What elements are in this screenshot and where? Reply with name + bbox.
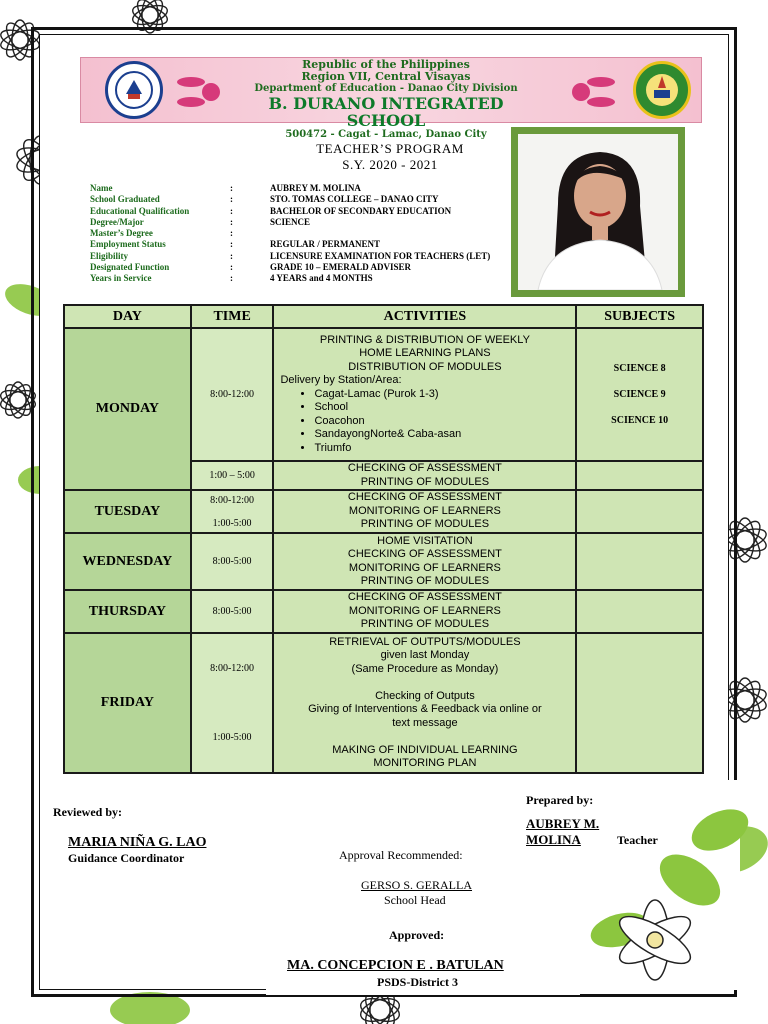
- banner-department: Department of Education - Danao City Division: [254, 83, 518, 94]
- activities-thursday: [273, 590, 576, 633]
- info-value: REGULAR / PERMANENT: [270, 239, 381, 250]
- activity-line: (Same Procedure as Monday): [351, 662, 499, 675]
- reviewer-title: Guidance Coordinator: [68, 851, 185, 865]
- banner-region: Region VII, Central Visayas: [301, 70, 471, 83]
- banner-school-name: B. DURANO INTEGRATED SCHOOL: [268, 94, 504, 130]
- info-colon: :: [230, 239, 233, 250]
- time-monday-am: 8:00-12:00: [191, 328, 274, 461]
- info-colon: :: [230, 183, 233, 193]
- approval-recommended-label: Approval Recommended:: [339, 848, 463, 862]
- info-value: GRADE 10 – EMERALD ADVISER: [270, 262, 412, 273]
- header-subjects: SUBJECTS: [576, 305, 703, 328]
- info-label: Years in Service: [90, 273, 152, 284]
- activity-line: text message: [392, 716, 458, 729]
- activities-friday: [273, 633, 576, 773]
- list-item: • SandayongNorte& Caba-asan: [314, 428, 575, 442]
- time-monday-pm: 1:00 – 5:00: [191, 461, 274, 490]
- teacher-photo-frame: [511, 127, 685, 297]
- info-row: [90, 183, 520, 194]
- table-row-wednesday: [64, 533, 703, 590]
- info-label: Master’s Degree: [90, 228, 153, 239]
- school-year: S.Y. 2020 - 2021: [342, 157, 438, 172]
- activity-line: Checking of Outputs: [375, 689, 475, 702]
- info-value: STO. TOMAS COLLEGE – DANAO CITY: [270, 194, 439, 205]
- delivery-area-list: [274, 388, 575, 456]
- subjects-wednesday: [576, 533, 703, 590]
- activities-tuesday: [273, 490, 576, 533]
- recommender-name: GERSO S. GERALLA: [361, 878, 473, 892]
- floral-ornament-left-icon: [171, 68, 231, 114]
- time-thursday: 8:00-5:00: [191, 590, 274, 633]
- header-time: TIME: [191, 305, 274, 328]
- delivery-label: Delivery by Station/Area:: [280, 374, 402, 387]
- schedule-table: [63, 304, 704, 774]
- info-value: 4 YEARS and 4 MONTHS: [270, 273, 373, 284]
- info-value: AUBREY M. MOLINA: [270, 183, 361, 193]
- subjects-monday-pm: [576, 461, 703, 490]
- activity-line: PRINTING OF MODULES: [360, 518, 490, 531]
- time-wednesday: 8:00-5:00: [191, 533, 274, 590]
- header-day: DAY: [64, 305, 191, 328]
- deped-seal-icon: [105, 61, 163, 119]
- time-friday-am: 8:00-12:00: [210, 663, 255, 674]
- info-label: Degree/Major: [90, 216, 144, 227]
- activities-monday-am: [273, 328, 576, 461]
- info-row: [90, 273, 520, 284]
- preparer-title: Teacher: [617, 833, 658, 847]
- time-tuesday-am: 8:00-12:00: [210, 494, 255, 506]
- table-row-tuesday: [64, 490, 703, 533]
- info-value: SCIENCE: [270, 216, 311, 227]
- info-colon: :: [230, 262, 233, 273]
- info-row: [90, 194, 520, 205]
- time-tuesday-pm: 1:00-5:00: [212, 517, 252, 529]
- activity-line: MONITORING OF LEARNERS: [348, 504, 501, 517]
- approver-title: PSDS-District 3: [377, 975, 458, 989]
- time-friday: [191, 633, 274, 773]
- time-friday-pm: 1:00-5:00: [212, 732, 252, 743]
- info-label: Designated Function: [90, 262, 170, 273]
- table-header-row: [64, 305, 703, 328]
- day-friday: FRIDAY: [64, 633, 191, 773]
- banner-address: 500472 - Cagat - Lamac, Danao City: [285, 129, 487, 140]
- reviewer-name: MARIA NIÑA G. LAO: [68, 835, 207, 850]
- school-banner: [80, 57, 702, 140]
- info-row: [90, 239, 520, 250]
- subject-science-8: SCIENCE 8: [613, 362, 666, 374]
- program-title: TEACHER’S PROGRAM: [316, 141, 464, 156]
- info-row: [90, 228, 520, 239]
- activity-line: MONITORING OF LEARNERS: [348, 561, 501, 574]
- reviewed-by-label: Reviewed by:: [53, 805, 122, 819]
- info-value: [270, 228, 520, 239]
- school-seal-icon: [633, 61, 691, 119]
- recommender-title: School Head: [384, 893, 446, 907]
- activity-line: Giving of Interventions & Feedback via online or: [308, 703, 542, 715]
- activity-line: MAKING OF INDIVIDUAL LEARNING: [332, 743, 518, 756]
- activity-line: CHECKING OF ASSESSMENT: [347, 462, 502, 474]
- list-item: • Cagat-Lamac (Purok 1-3): [314, 388, 575, 402]
- info-label: School Graduated: [90, 194, 160, 205]
- info-row: [90, 217, 520, 228]
- preparer-name-line2: MOLINA: [526, 832, 581, 847]
- activity-line: PRINTING OF MODULES: [360, 618, 490, 631]
- subject-science-10: SCIENCE 10: [611, 414, 669, 426]
- activities-monday-pm: [273, 461, 576, 490]
- info-label: Educational Qualification: [90, 205, 190, 216]
- activity-line: RETRIEVAL OF OUTPUTS/MODULES: [329, 635, 521, 648]
- day-thursday: THURSDAY: [64, 590, 191, 633]
- floral-ornament-right-icon: [561, 68, 621, 114]
- activity-line: MONITORING PLAN: [373, 757, 477, 769]
- info-colon: :: [230, 250, 233, 261]
- activity-line: CHECKING OF ASSESSMENT: [347, 491, 502, 504]
- table-row-friday: [64, 633, 703, 773]
- subjects-thursday: [576, 590, 703, 633]
- info-label: Eligibility: [90, 250, 129, 261]
- activity-line: PRINTING OF MODULES: [360, 475, 490, 488]
- info-colon: :: [230, 205, 233, 216]
- approved-label: Approved:: [389, 928, 445, 942]
- activity-line: CHECKING OF ASSESSMENT: [347, 591, 502, 604]
- subjects-friday: [576, 633, 703, 773]
- teacher-photo: [518, 134, 678, 290]
- activity-line: MONITORING OF LEARNERS: [348, 604, 501, 617]
- info-row: [90, 206, 520, 217]
- preparer-name-line1: AUBREY M.: [526, 816, 600, 831]
- subjects-monday: [576, 328, 703, 461]
- list-item: • Coacohon: [314, 415, 575, 429]
- subjects-tuesday: [576, 490, 703, 533]
- info-label: Employment Status: [90, 239, 166, 250]
- info-row: [90, 251, 520, 262]
- info-colon: :: [230, 216, 233, 227]
- teacher-info: [90, 183, 520, 285]
- list-item: • Triumfo: [314, 442, 575, 456]
- time-tuesday: [191, 490, 274, 533]
- subject-science-9: SCIENCE 9: [613, 388, 666, 400]
- banner-republic: Republic of the Philippines: [302, 58, 470, 71]
- activity-line: CHECKING OF ASSESSMENT: [347, 548, 502, 560]
- activity-line: DISTRIBUTION OF MODULES: [348, 360, 502, 373]
- list-item: • School: [314, 401, 575, 415]
- table-row-thursday: [64, 590, 703, 633]
- info-label: Name: [90, 183, 113, 193]
- info-colon: :: [230, 273, 233, 284]
- activity-line: PRINTING OF MODULES: [360, 575, 490, 587]
- activity-line: given last Monday: [380, 649, 470, 661]
- day-monday: MONDAY: [64, 328, 191, 490]
- info-colon: :: [230, 228, 233, 239]
- info-value: BACHELOR OF SECONDARY EDUCATION: [270, 205, 452, 216]
- day-tuesday: TUESDAY: [64, 490, 191, 533]
- info-value: LICENSURE EXAMINATION FOR TEACHERS (LET): [270, 250, 491, 261]
- prepared-by-label: Prepared by:: [526, 793, 594, 807]
- activities-wednesday: [273, 533, 576, 590]
- approver-name: MA. CONCEPCION E . BATULAN: [287, 958, 504, 973]
- activity-line: PRINTING & DISTRIBUTION OF WEEKLY: [319, 333, 530, 346]
- header-activities: ACTIVITIES: [273, 305, 576, 328]
- info-row: [90, 262, 520, 273]
- activity-line: HOME LEARNING PLANS: [359, 347, 491, 360]
- day-wednesday: WEDNESDAY: [64, 533, 191, 590]
- info-colon: :: [230, 194, 233, 205]
- activity-line: HOME VISITATION: [377, 534, 473, 547]
- table-row-monday: [64, 328, 703, 461]
